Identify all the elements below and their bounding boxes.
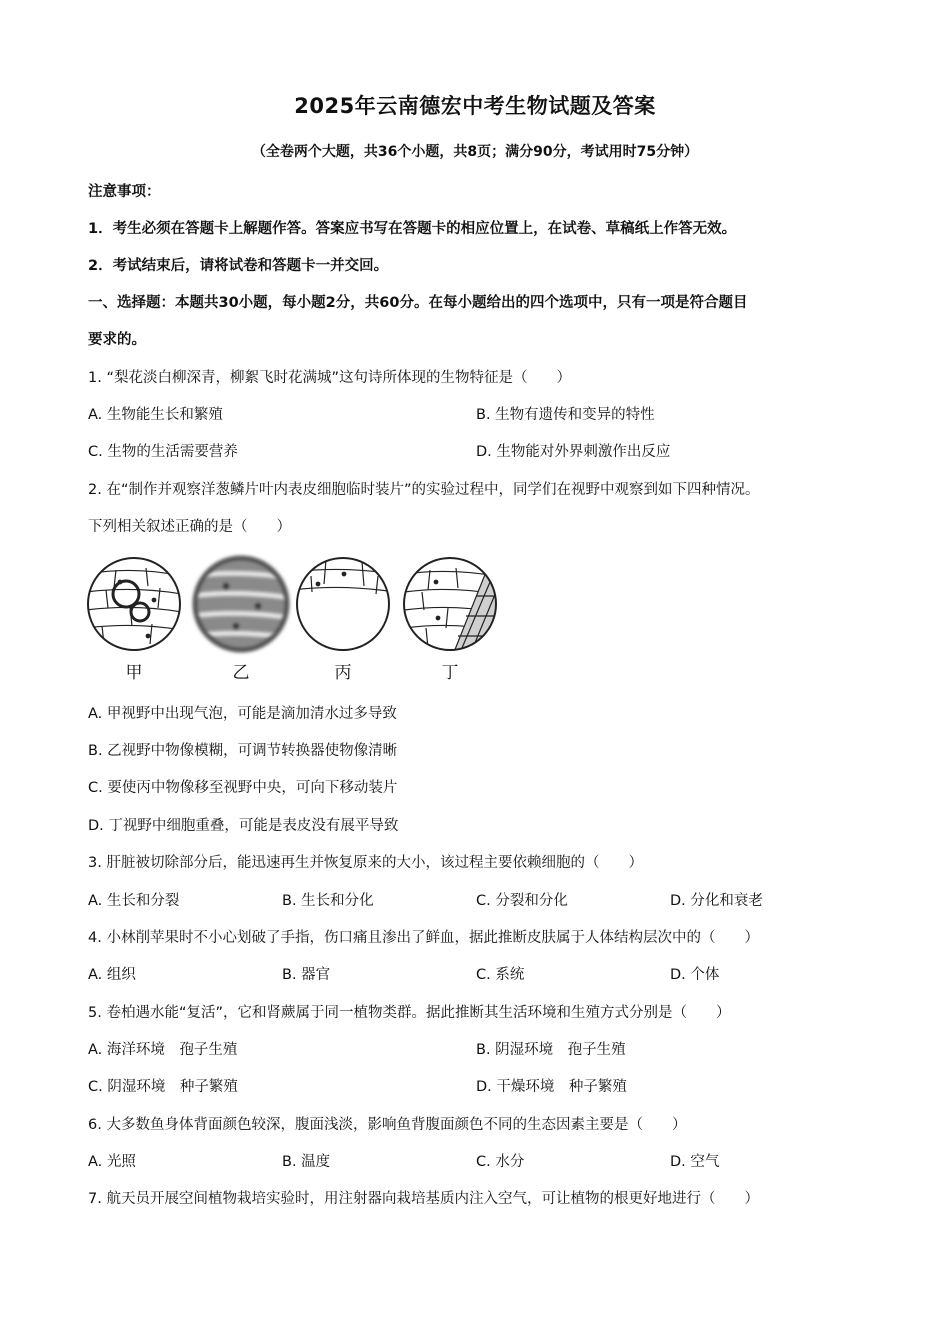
question-2-option-b: B. 乙视野中物像模糊，可调节转换器使物像清晰	[88, 743, 398, 759]
field-jia	[86, 568, 182, 644]
figure-label-bing: 丙	[334, 663, 352, 683]
question-2-option-a: A. 甲视野中出现气泡，可能是滴加清水过多导致	[88, 706, 397, 722]
question-6-option-c: C. 水分	[476, 1154, 525, 1170]
notice-heading: 注意事项：	[88, 184, 161, 200]
page-subtitle: （全卷两个大题，共36个小题，共8页；满分90分，考试用时75分钟）	[251, 144, 699, 160]
question-6-stem: 6. 大多数鱼身体背面颜色较深，腹面浅淡，影响鱼背腹面颜色不同的生态因素主要是（ ）	[88, 1117, 687, 1133]
question-4-option-a: A. 组织	[88, 967, 136, 983]
question-3-option-b: B. 生长和分化	[282, 893, 374, 909]
question-2-stem-cont: 下列相关叙述正确的是（ ）	[88, 519, 291, 535]
question-3-option-c: C. 分裂和分化	[476, 893, 568, 909]
question-4-option-c: C. 系统	[476, 967, 525, 983]
question-1-option-d: D. 生物能对外界刺激作出反应	[476, 444, 671, 460]
field-yi	[191, 554, 291, 654]
question-1-option-a: A. 生物能生长和繁殖	[88, 407, 223, 423]
question-6-option-d: D. 空气	[670, 1154, 720, 1170]
question-1-option-b: B. 生物有遗传和变异的特性	[476, 407, 655, 423]
question-2-stem: 2. 在“制作并观察洋葱鳞片叶内表皮细胞临时装片”的实验过程中，同学们在视野中观察到如下四种情况。	[88, 482, 760, 498]
question-6-option-b: B. 温度	[282, 1154, 331, 1170]
question-5-option-a: A. 海洋环境 孢子生殖	[88, 1042, 238, 1058]
question-1-stem: 1. “梨花淡白柳深青，柳絮飞时花满城”这句诗所体现的生物特征是（ ）	[88, 370, 571, 386]
section1-heading-cont: 要求的。	[88, 332, 146, 348]
question-3-option-d: D. 分化和衰老	[670, 893, 763, 909]
page-title: 2025年云南德宏中考生物试题及答案	[294, 94, 656, 118]
figure-label-yi: 乙	[232, 663, 250, 683]
question-5-option-b: B. 阴湿环境 孢子生殖	[476, 1042, 626, 1058]
question-3-stem: 3. 肝脏被切除部分后，能迅速再生并恢复原来的大小，该过程主要依赖细胞的（ ）	[88, 855, 643, 871]
question-7-stem: 7. 航天员开展空间植物栽培实验时，用注射器向栽培基质内注入空气，可让植物的根更好地进行（ ）	[88, 1191, 759, 1207]
figure-label-jia: 甲	[125, 663, 143, 683]
notice-item-2: 2．考试结束后，请将试卷和答题卡一并交回。	[88, 258, 389, 274]
question-5-option-c: C. 阴湿环境 种子繁殖	[88, 1079, 238, 1095]
question-2-option-d: D. 丁视野中细胞重叠，可能是表皮没有展平导致	[88, 818, 399, 834]
question-6-option-a: A. 光照	[88, 1154, 136, 1170]
question-5-option-d: D. 干燥环境 种子繁殖	[476, 1079, 627, 1095]
notice-item-1: 1．考生必须在答题卡上解题作答。答案应书写在答题卡的相应位置上，在试卷、草稿纸上作答无效。	[88, 221, 737, 237]
question-2-option-c: C. 要使丙中物像移至视野中央，可向下移动装片	[88, 780, 398, 796]
question-3-option-a: A. 生长和分裂	[88, 893, 180, 909]
question-4-option-d: D. 个体	[670, 967, 720, 983]
figure-label-ding: 丁	[441, 663, 459, 683]
question-5-stem: 5. 卷柏遇水能“复活”，它和肾蕨属于同一植物类群。据此推断其生活环境和生殖方式分别是（ ）	[88, 1005, 731, 1021]
section1-heading: 一、选择题：本题共30小题，每小题2分，共60分。在每小题给出的四个选项中，只有一项是符合题目	[88, 295, 748, 311]
question-4-option-b: B. 器官	[282, 967, 331, 983]
question-4-stem: 4. 小林削苹果时不小心划破了手指，伤口痛且渗出了鲜血，据此推断皮肤属于人体结构层次中的（ ）	[88, 930, 759, 946]
question-1-option-c: C. 生物的生活需要营养	[88, 444, 238, 460]
